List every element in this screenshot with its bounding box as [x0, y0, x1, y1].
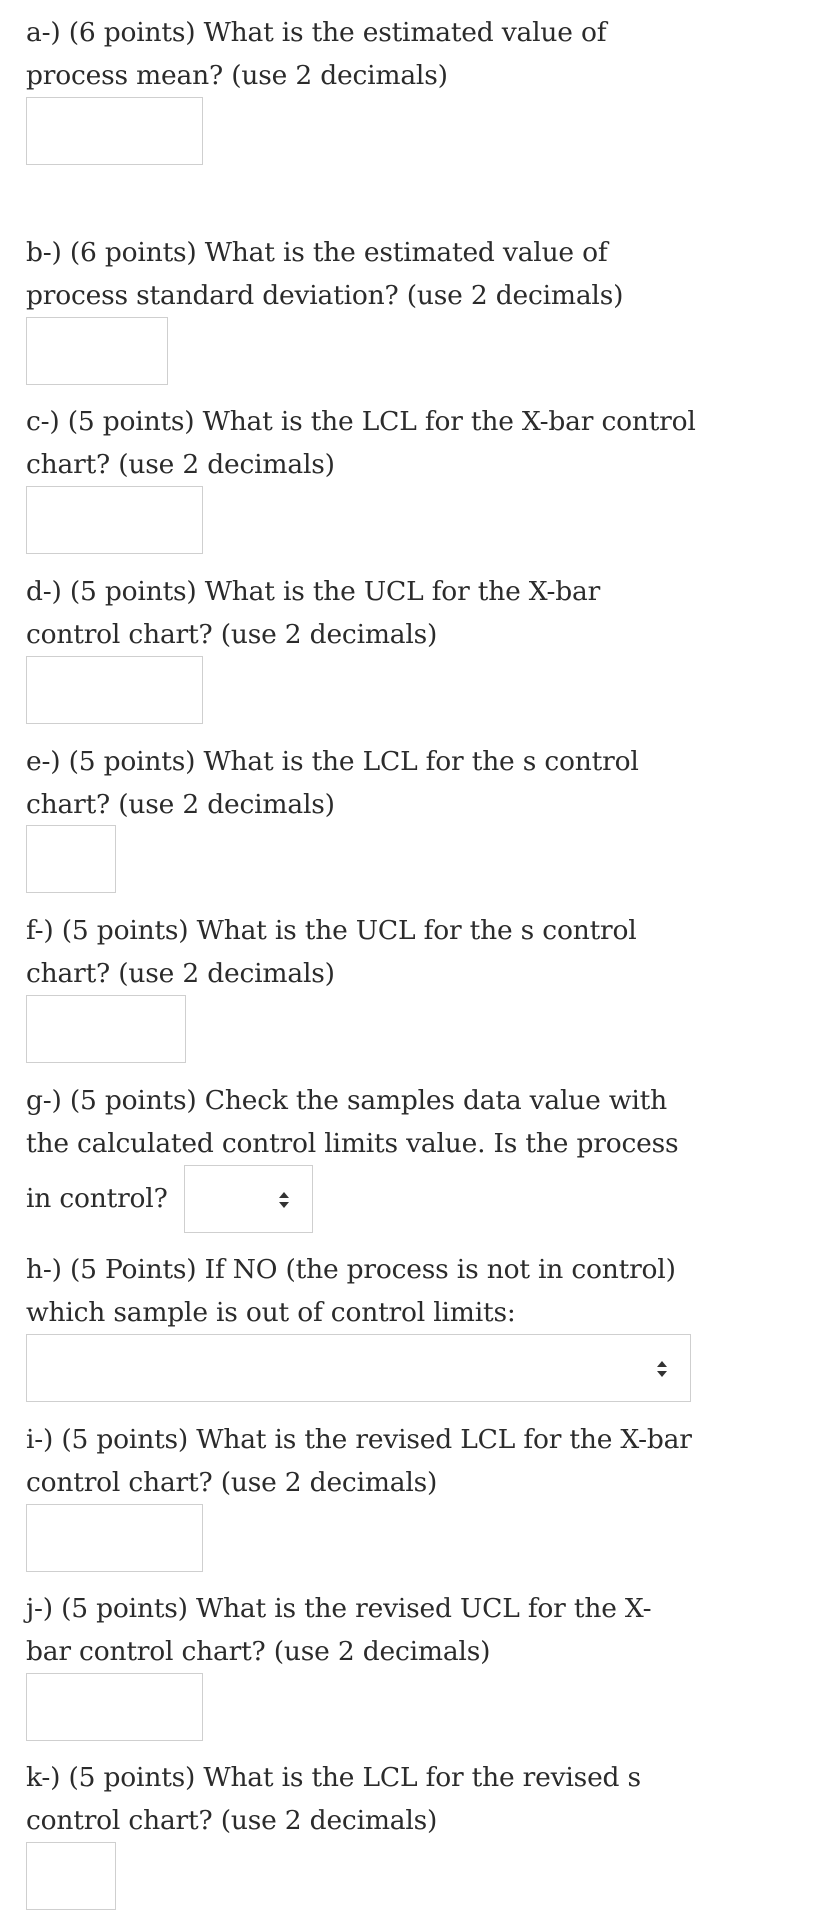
- question-g-line-2: the calculated control limits value. Is the process: [26, 1128, 679, 1159]
- question-b-line-2: process standard deviation? (use 2 decimals): [26, 280, 624, 311]
- answer-e-input[interactable]: [26, 825, 116, 893]
- question-k-line-1: k-) (5 points) What is the LCL for the revised s: [26, 1762, 641, 1793]
- up-down-caret-icon: [278, 1191, 290, 1209]
- answer-c-input[interactable]: [26, 486, 203, 554]
- question-c-line-2: chart? (use 2 decimals): [26, 449, 335, 480]
- question-g-line-1: g-) (5 points) Check the samples data value with: [26, 1085, 667, 1116]
- question-a-text: [26, 11, 726, 97]
- up-down-caret-icon: [656, 1360, 668, 1378]
- answer-i-input[interactable]: [26, 1504, 203, 1572]
- question-f-line-1: f-) (5 points) What is the UCL for the s control: [26, 915, 637, 946]
- answer-h-select[interactable]: [26, 1334, 691, 1402]
- answer-a-input[interactable]: [26, 97, 203, 165]
- answer-d-input[interactable]: [26, 656, 203, 724]
- question-k-text: [26, 1756, 726, 1842]
- question-c-line-1: c-) (5 points) What is the LCL for the X-bar control: [26, 406, 696, 437]
- answer-g-select[interactable]: [184, 1165, 313, 1233]
- question-g-line-3: in control?: [26, 1183, 168, 1214]
- question-e-line-1: e-) (5 points) What is the LCL for the s control: [26, 746, 639, 777]
- question-k-line-2: control chart? (use 2 decimals): [26, 1805, 438, 1836]
- question-h-line-1: h-) (5 Points) If NO (the process is not in control): [26, 1254, 676, 1285]
- question-e-text: [26, 740, 726, 826]
- question-g-text: [26, 1079, 726, 1165]
- answer-j-input[interactable]: [26, 1673, 203, 1741]
- question-f-text: [26, 909, 726, 995]
- question-h-line-2: which sample is out of control limits:: [26, 1297, 516, 1328]
- question-h-text: [26, 1248, 726, 1334]
- question-i-line-1: i-) (5 points) What is the revised LCL for the X-bar: [26, 1424, 692, 1455]
- question-j-line-2: bar control chart? (use 2 decimals): [26, 1636, 491, 1667]
- question-d-line-1: d-) (5 points) What is the UCL for the X-bar: [26, 576, 601, 607]
- question-b-line-1: b-) (6 points) What is the estimated value of: [26, 237, 608, 268]
- question-i-line-2: control chart? (use 2 decimals): [26, 1467, 438, 1498]
- question-j-text: [26, 1587, 726, 1673]
- answer-b-input[interactable]: [26, 317, 168, 385]
- answer-k-input[interactable]: [26, 1842, 116, 1910]
- question-i-text: [26, 1418, 726, 1504]
- question-d-text: [26, 570, 726, 656]
- question-a-line-2: process mean? (use 2 decimals): [26, 60, 448, 91]
- question-a-line-1: a-) (6 points) What is the estimated value of: [26, 17, 607, 48]
- question-d-line-2: control chart? (use 2 decimals): [26, 619, 438, 650]
- question-e-line-2: chart? (use 2 decimals): [26, 789, 335, 820]
- question-f-line-2: chart? (use 2 decimals): [26, 958, 335, 989]
- answer-f-input[interactable]: [26, 995, 186, 1063]
- question-j-line-1: j-) (5 points) What is the revised UCL for the X-: [26, 1593, 652, 1624]
- question-c-text: [26, 400, 726, 486]
- question-b-text: [26, 231, 726, 317]
